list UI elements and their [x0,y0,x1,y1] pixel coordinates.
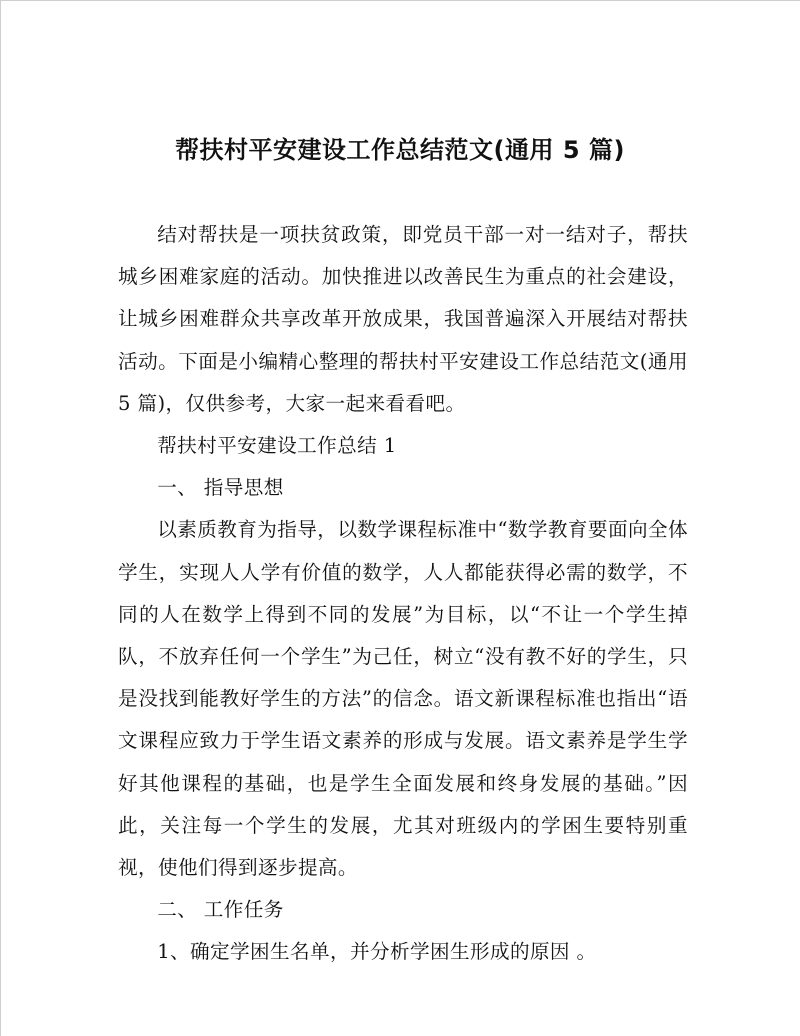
intro-paragraph: 结对帮扶是一项扶贫政策，即党员干部一对一结对子，帮扶城乡困难家庭的活动。加快推进以改善民生为重点的社会建设，让城乡困难群众共享改革开放成果，我国普遍深入开展结对帮扶活动。下面是小编精心整理的帮扶村平安建设工作总结范文(通用 5 篇)，仅供参考，大家一起来看看吧。 [118,223,688,415]
guiding-ideology-paragraph: 以素质教育为指导，以数学课程标准中“数学教育要面向全体学生，实现人人学有价值的数学，人人都能获得必需的数学，不同的人在数学上得到不同的发展”为目标，以“不让一个学生掉队，不放弃任何一个学生”为己任，树立“没有教不好的学生，只是没找到能教好学生的方法”的信念。语文新课程标准也指出“语文课程应致力于学生语文素养的形成与发展。语文素养是学生学好其他课程的基础，也是学生全面发展和终身发展的基础。”因此，关注每一个学生的发展，尤其对班级内的学困生要特别重视，使他们得到逐步提高。 [118,518,688,880]
subheading-guiding-ideology: 一、 指导思想 [157,476,284,500]
section-heading-summary-1: 帮扶村平安建设工作总结 1 [157,434,397,458]
document-title: 帮扶村平安建设工作总结范文(通用 5 篇) [175,136,625,164]
document-body [118,214,688,974]
page-border-top [0,0,800,1]
task-item-1: 1、确定学困生名单，并分析学困生形成的原因 。 [157,940,597,964]
subheading-work-tasks: 二、 工作任务 [157,898,284,922]
